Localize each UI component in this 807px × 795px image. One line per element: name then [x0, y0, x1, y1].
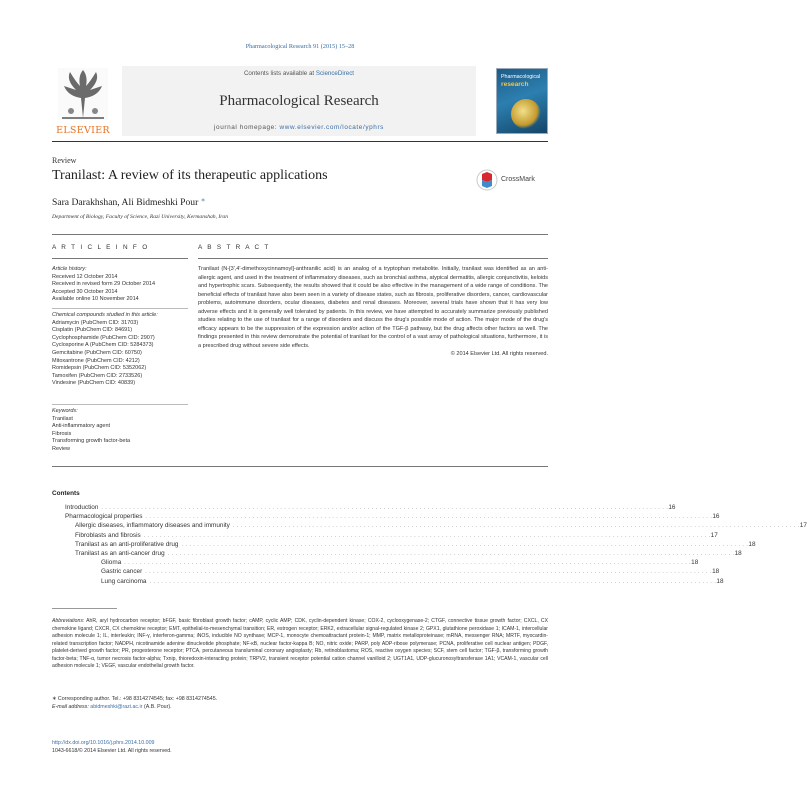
chemical-compounds — [52, 312, 188, 388]
toc-item[interactable] — [65, 549, 742, 559]
abbreviations-text: AhR, aryl hydrocarbon receptor; bFGF, basic fibroblast growth factor; cAMP, cyclic AMP; CDK, cyclin-dependent kinase; COX-2, cyclooxygenase-2; CTGF, connective tissue growth factor; CXCL, CX chemokine ligand; CXCR, CX chemokine receptor; EMT, epithelial-to-mesenchymal transition; ER, estrogen receptor; ERK2, extracellular signal-regulated kinase 2; GPX1, glutathione peroxidase 1; ICAM-1, intercellular adhesion molecule 1; IL, interleukin; INF-γ, interferon-gamma; iNOS, inducible NO synthase; MCP-1, monocyte chemoattractant protein-1; MMP, matrix metalloproteinase; mRNA, messenger RNA; MRTF, myocardin-related transcription factor; NADPH, nicotinamide adenine dinucleotide phosphate; NF-κB, nuclear factor-kappa B; NO, nitric oxide; PARP, poly ADP-ribose polymerase; PCNA, proliferative cell nuclear antigen; PDGF, platelet-derived growth factor; PR, progesterone receptor; PTCA, percutaneous transluminal coronary angioplasty; Rb, retinoblastoma; ROS, reactive oxygen species; SCF, stem cell factor; TGF-β, transforming growth factor-beta; TNF-α, tumor necrosis factor-alpha; Txnip, thioredoxin-interacting protein; TRPV2, transient receptor potential cation channel vanilloid 2; UGT1A1, UDP-glucuronosyltransferase 1A1; VCAM-1, vascular cell adhesion molecule 1; VEGF, vascular endothelial growth factor. — [52, 618, 548, 669]
history-accepted: Accepted 30 October 2014 — [52, 288, 118, 295]
toc-item-title: Gastric cancer — [101, 568, 145, 575]
elsevier-tree-icon — [58, 68, 108, 120]
history-received: Received 12 October 2014 — [52, 273, 118, 280]
title-rule — [52, 234, 548, 235]
toc-item-title: Fibroblasts and fibrosis — [75, 532, 144, 539]
keyword-item: Transforming growth factor-beta — [52, 438, 131, 445]
corresponding-author-line: ∗ Corresponding author. Tel.: +98 8314274545; fax: +98 8314274545. — [52, 696, 218, 702]
crossmark-label: CrossMark — [501, 176, 535, 183]
compound-item: Tamoxifen (PubChem CID: 2733526) — [52, 372, 143, 379]
toc-item[interactable] — [65, 540, 756, 550]
crossmark-icon — [476, 169, 498, 191]
toc-item[interactable] — [65, 577, 724, 587]
keyword-item: Anti-inflammatory agent — [52, 423, 111, 430]
compound-item: Cisplatin (PubChem CID: 84691) — [52, 327, 133, 334]
publisher-logo[interactable] — [52, 66, 114, 136]
toc-leader: . . . . . . . . . . . . . . . . . . . . . . . . . . . . . . . . . . . . . . . . . . . . . . . . . . . . . . . . . . . . . . . . . . . . . . . . . . . . . . . . . . . . . . . . . . . . . . . . . . . . . . . . . . . . . . . . . . . . . . . . . . . . . . . . . . . . . . . . . . . . . . . — [181, 541, 749, 548]
history-online: Available online 10 November 2014 — [52, 296, 139, 303]
footnote-rule — [52, 608, 117, 609]
article-info-rule — [52, 258, 188, 259]
homepage-link[interactable]: www.elsevier.com/locate/yphrs — [279, 124, 384, 131]
toc-leader: . . . . . . . . . . . . . . . . . . . . . . . . . . . . . . . . . . . . . . . . . . . . . . . . . . . . . . . . . . . . . . . . . . . . . . . . . . . . . . . . . . . . . . . . . . . . . . . . . . . . . . . . . . . . . . . . . . . . . . . . . . . . . . . . . . . . . . . . . . . . . . . — [145, 514, 713, 521]
masthead — [52, 66, 548, 136]
cover-title-line1: Pharmacological — [501, 74, 541, 80]
abbreviations-label: Abbreviations: — [52, 618, 85, 624]
article-title: Tranilast: A review of its therapeutic applications — [52, 168, 328, 183]
toc-leader: . . . . . . . . . . . . . . . . . . . . . . . . . . . . . . . . . . . . . . . . . . . . . . . . . . . . . . . . . . . . . . . . . . . . . . . . . . . . . . . . . . . . . . . . . . . . . . . . . . . . . . . . . . . . . . . . . . . . . . . . . . . . . . . . . . . . . . . . . . . . . . . — [232, 523, 800, 530]
toc-item[interactable] — [65, 531, 718, 541]
keywords-label: Keywords: — [52, 408, 78, 414]
email-label: E-mail address: — [52, 703, 91, 710]
history-divider — [52, 308, 188, 309]
compounds-label: Chemical compounds studied in this article: — [52, 312, 158, 318]
keyword-item: Review — [52, 445, 71, 452]
keyword-item: Fibrosis — [52, 430, 72, 437]
cover-title-line2: research — [501, 81, 529, 88]
toc-item-title: Introduction — [65, 504, 101, 511]
email-line — [52, 704, 217, 712]
compound-item: Adriamycin (PubChem CID: 31703) — [52, 319, 139, 326]
journal-homepage — [122, 124, 476, 131]
sciencedirect-link[interactable]: ScienceDirect — [315, 70, 355, 77]
article-type-label: Review — [52, 156, 77, 165]
toc-item-page: 18 — [716, 577, 724, 585]
copyright-notice: © 2014 Elsevier Ltd. All rights reserved. — [450, 351, 548, 357]
contents-heading: Contents — [52, 490, 80, 497]
abbreviations-footnote — [52, 618, 548, 671]
journal-citation-line[interactable]: Pharmacological Research 91 (2015) 15–28 — [245, 43, 355, 50]
toc-item-title: Glioma — [101, 559, 124, 566]
abstract-heading: A B S T R A C T — [198, 244, 271, 251]
keywords — [52, 408, 188, 454]
toc-leader: . . . . . . . . . . . . . . . . . . . . . . . . . . . . . . . . . . . . . . . . . . . . . . . . . . . . . . . . . . . . . . . . . . . . . . . . . . . . . . . . . . . . . . . . . . . . . . . . . . . . . . . . . . . . . . . . . . . . . . . . . . . . . . . . . . . . . . . . . . . . . . . — [124, 560, 692, 567]
email-suffix: (A.B. Pour). — [142, 703, 172, 710]
compound-item: Romidepsin (PubChem CID: 5352062) — [52, 365, 147, 372]
toc-item-page: 18 — [691, 559, 699, 567]
toc-item-page: 16 — [668, 504, 676, 511]
toc-item[interactable] — [65, 513, 720, 522]
toc-item-title: Tranilast as an anti-proliferative drug — [75, 541, 181, 548]
table-of-contents — [65, 504, 807, 587]
toc-item[interactable] — [65, 559, 699, 568]
history-revised: Received in revised form 29 October 2014 — [52, 281, 156, 288]
compound-item: Cyclophosphamide (PubChem CID: 2907) — [52, 334, 155, 341]
cover-graphic — [511, 99, 541, 129]
toc-item-page: 17 — [710, 531, 718, 539]
toc-item-title: Allergic diseases, inflammatory diseases and immunity — [75, 522, 233, 529]
correspondence-footnote — [52, 696, 217, 711]
toc-item[interactable] — [65, 568, 720, 577]
toc-item-page: 18 — [712, 568, 720, 576]
author-list — [52, 196, 205, 208]
contents-prefix: Contents lists available at — [243, 70, 316, 77]
journal-cover-image[interactable] — [496, 68, 548, 134]
toc-leader: . . . . . . . . . . . . . . . . . . . . . . . . . . . . . . . . . . . . . . . . . . . . . . . . . . . . . . . . . . . . . . . . . . . . . . . . . . . . . . . . . . . . . . . . . . . . . . . . . . . . . . . . . . . . . . . . . . . . . . . . . . . . . . . . . . . . . . . . . . . . . . . — [149, 578, 717, 585]
compound-item: Mitoxantrone (PubChem CID: 4212) — [52, 357, 140, 364]
abstract-rule — [198, 258, 548, 259]
doi-link[interactable]: http://dx.doi.org/10.1016/j.phrs.2014.10.009 — [52, 740, 155, 746]
compound-item: Vindesine (PubChem CID: 40839) — [52, 380, 136, 387]
email-link[interactable]: abidmeshki@razi.ac.ir — [90, 703, 143, 710]
toc-item-title: Tranilast as an anti-cancer drug — [75, 550, 168, 557]
article-info-heading: A R T I C L E I N F O — [52, 244, 149, 251]
author-affiliation: Department of Biology, Faculty of Science, Razi University, Kermanshah, Iran — [52, 214, 229, 220]
journal-banner — [122, 66, 476, 136]
author-names: Sara Darakhshan, Ali Bidmeshki Pour — [52, 197, 199, 208]
publisher-name: ELSEVIER — [56, 125, 110, 136]
toc-leader: . . . . . . . . . . . . . . . . . . . . . . . . . . . . . . . . . . . . . . . . . . . . . . . . . . . . . . . . . . . . . . . . . . . . . . . . . . . . . . . . . . . . . . . . . . . . . . . . . . . . . . . . . . . . . . . . . . . . . . . . . . . . . . . . . . . . . . . . . . . . . . . — [167, 550, 735, 557]
abstract-bottom-rule — [52, 466, 548, 467]
abstract-body — [198, 265, 548, 359]
toc-item-page: 17 — [799, 522, 807, 530]
compounds-divider — [52, 404, 188, 405]
toc-item[interactable] — [65, 504, 676, 513]
corresponding-author-mark[interactable]: ∗ — [200, 196, 206, 204]
compound-item: Cyclosporine A (PubChem CID: 5284373) — [52, 342, 154, 349]
toc-item-title: Lung carcinoma — [101, 578, 149, 585]
compound-item: Gemcitabine (PubChem CID: 60750) — [52, 349, 142, 356]
toc-item-page: 16 — [712, 513, 720, 521]
doi-footer — [52, 740, 172, 755]
toc-item-title: Pharmacological properties — [65, 513, 145, 520]
toc-item-page: 18 — [734, 549, 742, 557]
issn-line: 1043-6618/© 2014 Elsevier Ltd. All rights reserved. — [52, 747, 172, 754]
history-label: Article history: — [52, 266, 87, 272]
crossmark-badge[interactable] — [476, 169, 548, 191]
keyword-item: Tranilast — [52, 415, 73, 422]
toc-item[interactable] — [65, 522, 807, 531]
toc-leader: . . . . . . . . . . . . . . . . . . . . . . . . . . . . . . . . . . . . . . . . . . . . . . . . . . . . . . . . . . . . . . . . . . . . . . . . . . . . . . . . . . . . . . . . . . . . . . . . . . . . . . . . . . . . . . . . . . . . . . . . . . . . . . . . . . . . . . . . . . . . . . . — [143, 532, 711, 539]
homepage-prefix: journal homepage: — [214, 124, 280, 131]
article-history — [52, 266, 188, 304]
toc-leader: . . . . . . . . . . . . . . . . . . . . . . . . . . . . . . . . . . . . . . . . . . . . . . . . . . . . . . . . . . . . . . . . . . . . . . . . . . . . . . . . . . . . . . . . . . . . . . . . . . . . . . . . . . . . . . . . . . . . . . . . . . . . . . . . . . . . . . . . . . . . . . . — [101, 505, 669, 511]
toc-item-page: 18 — [748, 540, 756, 548]
abstract-text: Tranilast (N-[3′,4′-dimethoxycinnamoyl]-anthranilic acid) is an analog of a tryptophan metabolite. Initially, tranilast was identified as an anti-allergic agent, and used in the treatment of inflammatory diseases, such as bronchial asthma, atypical dermatitis, allergic conjunctivitis, keloids and hypertrophic scars. Subsequently, the results showed that it could be also effective in the management of a wide range of conditions. The beneficial effects of tranilast have also been seen in a variety of disease states, such as fibrosis, proliferative disorders, cancer, cardiovascular problems, autoimmune disorders, ocular diseases, diabetes and renal diseases. Moreover, several trials have shown that it has very low adverse effects and it is generally well tolerated by patients. In this review, we have attempted to accurately summarize previously published studies relating to the use of tranilast for a range of disorders and discuss the drug's possible mode of action. The major mode of the drug's efficacy appears to be the suppression of the expression and/or action of the TGF-β pathway, but the drug affects other factors as well. The findings presented in this review demonstrate the potential of tranilast for the control of a vast array of pathological situations, furthermore, it is a prescribed drug without severe side effects. — [198, 266, 548, 349]
contents-availability — [122, 70, 476, 77]
journal-title: Pharmacological Research — [219, 93, 379, 109]
masthead-rule — [52, 141, 548, 142]
toc-leader: . . . . . . . . . . . . . . . . . . . . . . . . . . . . . . . . . . . . . . . . . . . . . . . . . . . . . . . . . . . . . . . . . . . . . . . . . . . . . . . . . . . . . . . . . . . . . . . . . . . . . . . . . . . . . . . . . . . . . . . . . . . . . . . . . . . . . . . . . . . . . . . — [145, 569, 713, 576]
